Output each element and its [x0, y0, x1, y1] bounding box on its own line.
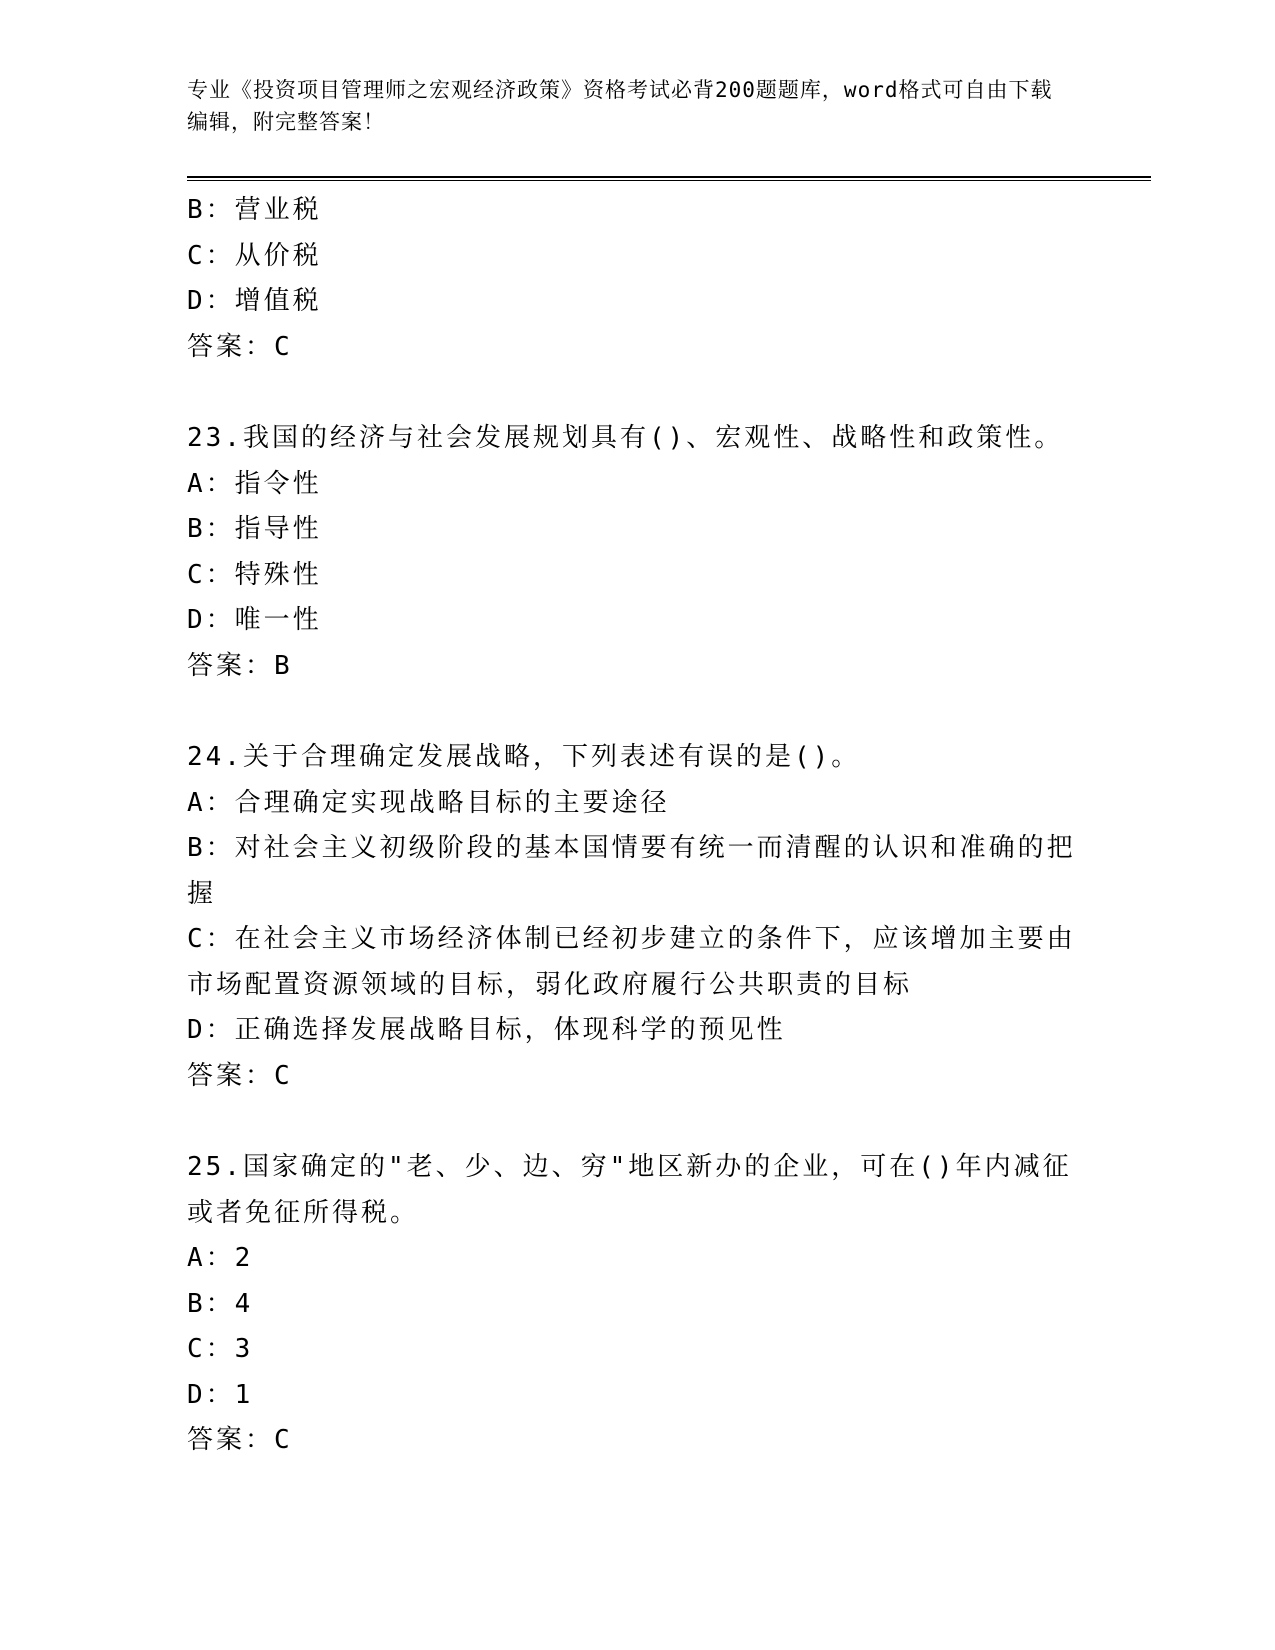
option-c: C：从价税 [187, 240, 322, 271]
option-b: B：4 [187, 1288, 254, 1319]
answer-line: 答案：B [187, 650, 293, 681]
option-c: C：特殊性 [187, 559, 322, 590]
option-c: C：3 [187, 1334, 254, 1364]
option-a: A：指令性 [187, 468, 322, 499]
question-block-22 [187, 188, 1087, 370]
option-c: C：在社会主义市场经济体制已经初步建立的条件下，应该增加主要由市场配置资源领域的目标，弱化政府履行公共职责的目标 [187, 924, 1076, 1000]
answer-line: 答案：C [187, 331, 293, 362]
spacer [187, 1099, 1087, 1145]
option-b: B：指导性 [187, 514, 322, 544]
question-block-24 [187, 735, 1087, 1099]
document-header [187, 74, 1067, 138]
option-d: D：正确选择发展战略目标，体现科学的预见性 [187, 1015, 786, 1045]
question-stem: 23.我国的经济与社会发展规划具有()、宏观性、战略性和政策性。 [187, 423, 1064, 453]
question-list [187, 188, 1087, 1464]
option-b: B：对社会主义初级阶段的基本国情要有统一而清醒的认识和准确的把握 [187, 833, 1076, 909]
question-stem: 25.国家确定的"老、少、边、穷"地区新办的企业，可在()年内减征或者免征所得税。 [187, 1152, 1072, 1228]
option-d: D：唯一性 [187, 605, 322, 635]
option-b: B：营业税 [187, 195, 322, 225]
answer-line: 答案：C [187, 1425, 293, 1455]
option-a: A：合理确定实现战略目标的主要途径 [187, 787, 670, 818]
header-title: 专业《投资项目管理师之宏观经济政策》资格考试必背200题题库，word格式可自由下载编辑，附完整答案！ [187, 78, 1053, 134]
spacer [187, 370, 1087, 416]
header-divider [187, 176, 1151, 181]
option-a: A：2 [187, 1243, 254, 1273]
spacer [187, 689, 1087, 735]
option-d: D：增值税 [187, 286, 322, 316]
option-d: D：1 [187, 1379, 254, 1410]
question-block-23 [187, 416, 1087, 689]
answer-line: 答案：C [187, 1060, 293, 1091]
question-stem: 24.关于合理确定发展战略，下列表述有误的是()。 [187, 742, 861, 772]
question-block-25 [187, 1145, 1087, 1464]
